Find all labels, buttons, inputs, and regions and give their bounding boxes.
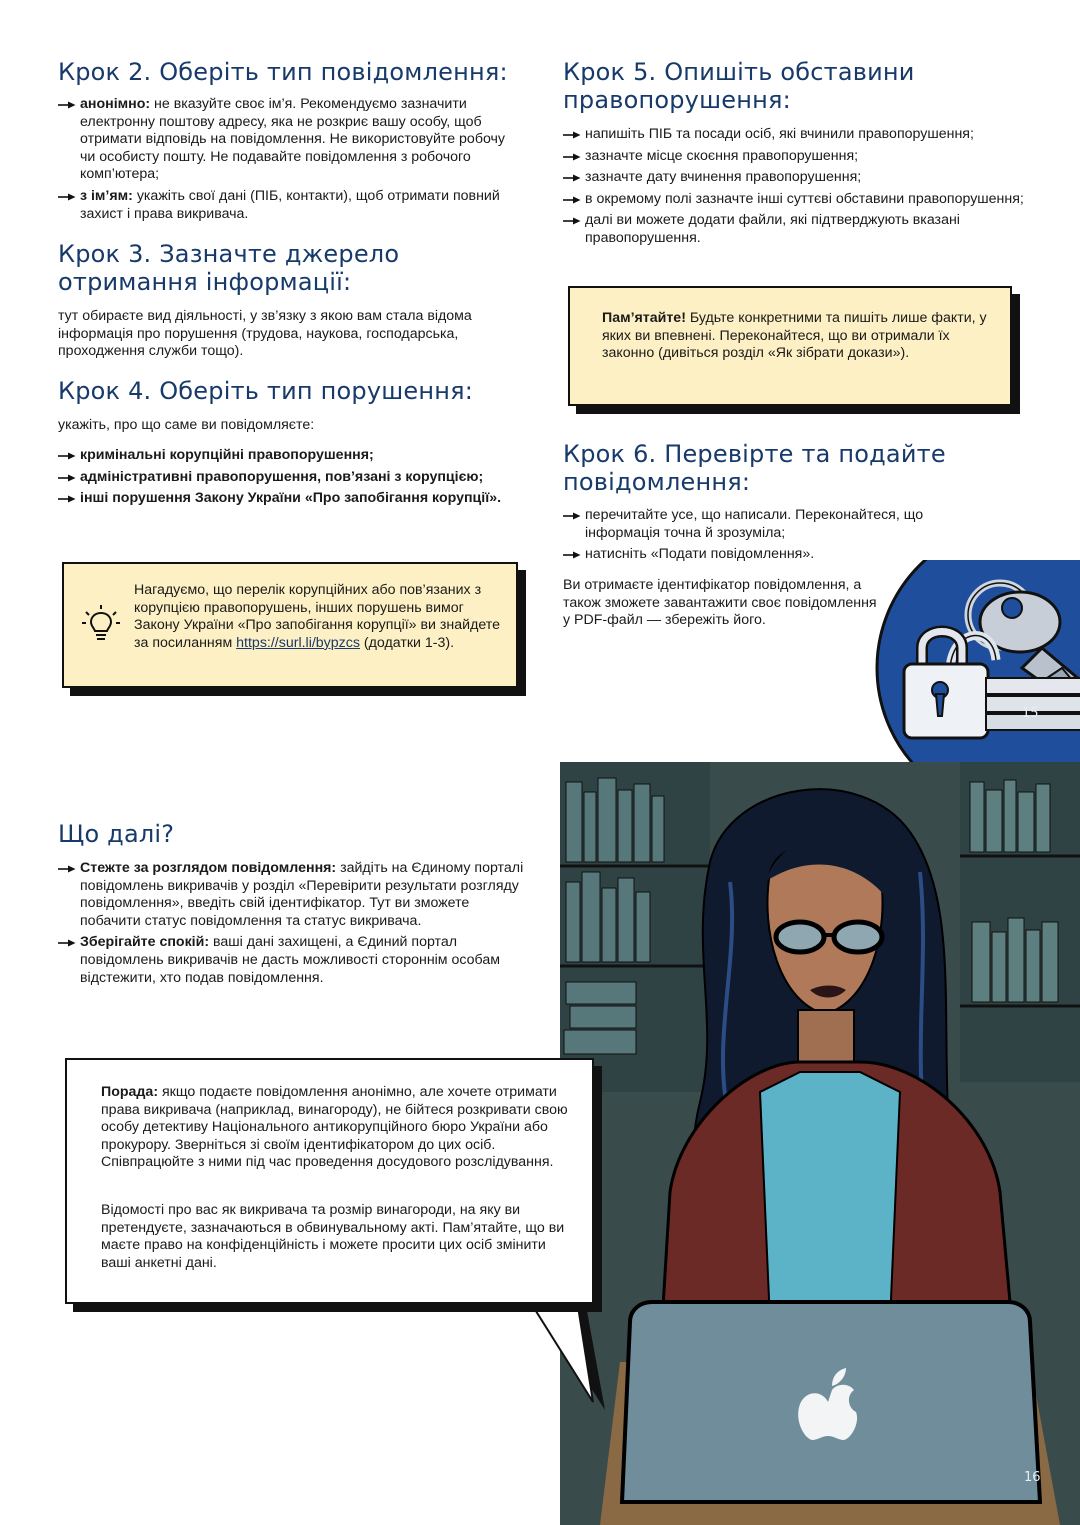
lightbulb-icon — [82, 604, 120, 644]
step6-note: Ви отримаєте ідентифікатор повідомлення, а також зможете завантажити своє повідомлення у PDF-файл — збережіть його. — [563, 577, 877, 629]
arrow-bullet-icon — [58, 101, 76, 109]
step2-title: Крок 2. Оберіть тип повідомлення: — [58, 58, 508, 86]
step4-intro: укажіть, про що саме ви повідомляєте: — [58, 417, 315, 433]
next-title: Що далі? — [58, 820, 175, 848]
next-list — [58, 860, 528, 991]
speech-bubble-tail — [515, 1300, 615, 1420]
step6-list — [563, 507, 983, 568]
comic-illustration — [560, 762, 1080, 1525]
reminder-callout — [62, 562, 518, 688]
list-item: натисніть «Подати повідомлення». — [563, 546, 983, 564]
arrow-bullet-icon — [563, 196, 581, 204]
list-item: напишіть ПІБ та посади осіб, які вчинили правопорушення; — [563, 126, 1033, 144]
step2-list — [58, 96, 508, 227]
arrow-bullet-icon — [58, 193, 76, 201]
arrow-bullet-icon — [58, 865, 76, 873]
reminder-link[interactable]: https://surl.li/bypzcs — [236, 634, 360, 651]
list-item: зазначте дату вчинення правопорушення; — [563, 169, 1033, 187]
step3-text: тут обираєте вид діяльності, у зв’язку з якою вам стала відома інформація про порушення (трудова, наукова, господарська, проходження служби тощо). — [58, 308, 472, 360]
reminder-text: Нагадуємо, що перелік корупційних або пов’язаних з корупцією правопорушень, інших порушень вимог Закону України «Про запобігання корупції» ви знайдете за посиланням https://surl.li/bypzcs (додатки 1-3). — [134, 582, 500, 651]
step5-title: Крок 5. Опишіть обставини правопорушення: — [563, 58, 915, 114]
step4-title: Крок 4. Оберіть тип порушення: — [58, 377, 474, 405]
list-item: з ім’ям: укажіть свої дані (ПІБ, контакти), щоб отримати повний захист і права викривача. — [58, 188, 508, 223]
lock-keys-illustration — [872, 560, 1080, 775]
step6-title: Крок 6. Перевірте та подайте повідомлення: — [563, 440, 946, 496]
list-item: адміністративні правопорушення, пов’язані з корупцією; — [58, 469, 528, 487]
step3-title: Крок 3. Зазначте джерело отримання інформації: — [58, 240, 400, 296]
list-item: інші порушення Закону України «Про запобігання корупції». — [58, 490, 528, 508]
list-item: зазначте місце скоєння правопорушення; — [563, 148, 1033, 166]
advice-bubble — [65, 1058, 594, 1304]
arrow-bullet-icon — [563, 131, 581, 139]
page-number: 16 — [1024, 1470, 1041, 1485]
arrow-bullet-icon — [563, 217, 581, 225]
advice-text: Порада: якщо подаєте повідомлення анонімно, але хочете отримати права викривача (наприклад, винагороду), не бійтеся розкривати свою особу детективу Національного антикорупційного бюро України або прокурору. Зверніться зі своїм ідентифікатором до цих осіб. Співпрацюйте з ними під час проведення досудового розслідування. — [101, 1084, 568, 1171]
arrow-bullet-icon — [58, 474, 76, 482]
list-item: в окремому полі зазначте інші суттєві обставини правопорушення; — [563, 191, 1033, 209]
advice-text-2: Відомості про вас як викривача та розмір винагороди, на яку ви претендуєте, зазначаються в обвинувальному акті. Пам’ятайте, що ви маєте право на конфіденційність і можете просити цих осіб змінити ваші анкетні дані. — [101, 1202, 565, 1271]
remember-callout — [568, 286, 1012, 406]
list-item: анонімно: не вказуйте своє ім’я. Рекомендуємо зазначити електронну поштову адресу, яка не розкриє вашу особу, щоб отримати відповідь на повідомлення. Не використовуйте робочу чи особисту пошту. Не подавайте повідомлення з робочого комп’ютера; — [58, 96, 508, 184]
arrow-bullet-icon — [563, 551, 581, 559]
remember-text: Пам’ятайте! Будьте конкретними та пишіть лише факти, у яких ви впевнені. Переконайтеся, що ви отримали їх законно (дивіться розділ «Як зібрати докази»). — [602, 310, 987, 362]
list-item: Стежте за розглядом повідомлення: зайдіть на Єдиному порталі повідомлень викривачів у розділ «Перевірити результати розгляду повідомлення», введіть свій ідентифікатор. Тут ви зможете побачити статус повідомлення та статус викривача. — [58, 860, 528, 930]
arrow-bullet-icon — [58, 452, 76, 460]
arrow-bullet-icon — [563, 512, 581, 520]
page-number: 15 — [1022, 706, 1039, 721]
list-item: Зберігайте спокій: ваші дані захищені, а Єдиний портал повідомлень викривачів не дасть можливості стороннім особам відстежити, хто подав повідомлення. — [58, 934, 528, 987]
list-item: кримінальні корупційні правопорушення; — [58, 447, 528, 465]
arrow-bullet-icon — [563, 174, 581, 182]
step5-list — [563, 126, 1033, 252]
arrow-bullet-icon — [58, 939, 76, 947]
list-item: далі ви можете додати файли, які підтверджують вказані правопорушення. — [563, 212, 1033, 247]
arrow-bullet-icon — [58, 495, 76, 503]
list-item: перечитайте усе, що написали. Переконайтеся, що інформація точна й зрозуміла; — [563, 507, 983, 542]
arrow-bullet-icon — [563, 153, 581, 161]
step4-list — [58, 447, 528, 512]
